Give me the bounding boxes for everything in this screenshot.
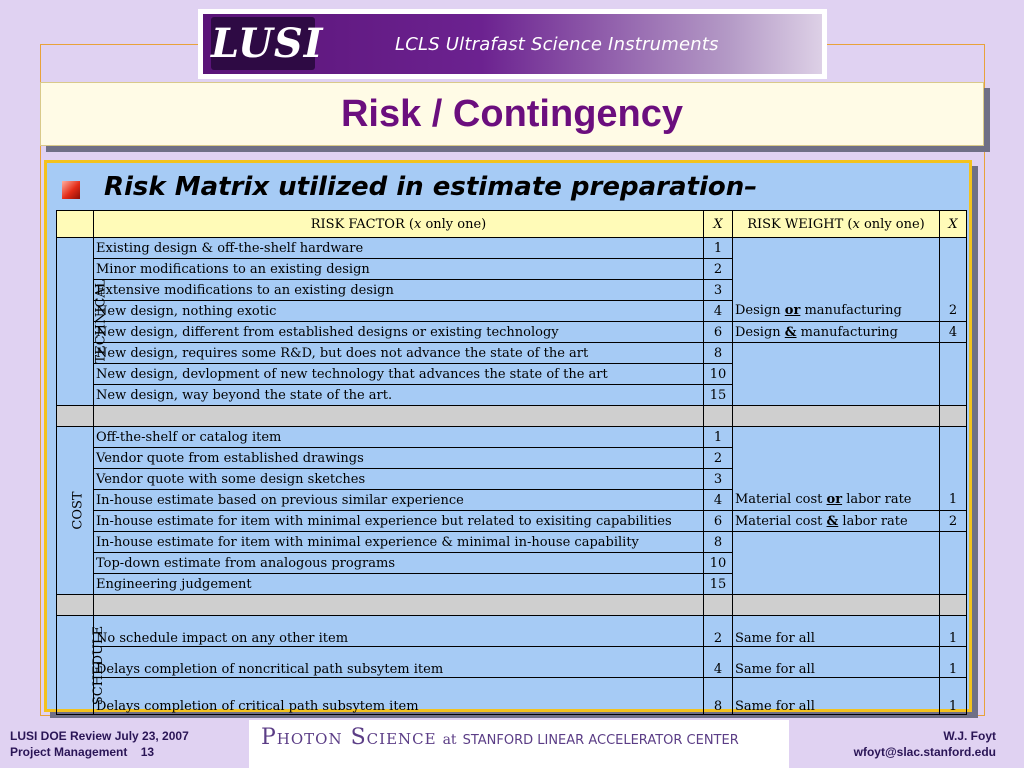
weight-value-empty: [940, 343, 967, 406]
bullet-icon: [62, 181, 80, 199]
risk-matrix-table: [56, 210, 967, 715]
factor-desc: No schedule impact on any other item: [94, 616, 704, 647]
weight-empty: [733, 427, 940, 490]
weight-value-empty: [940, 532, 967, 595]
table-row: [57, 532, 967, 553]
factor-value: 10: [704, 364, 733, 385]
header-x: X: [704, 211, 733, 238]
footer-section: Project Management 13: [10, 745, 155, 759]
factor-desc: Delays completion of critical path subsytem item: [94, 678, 704, 715]
weight-empty: [733, 343, 940, 406]
table-row: [57, 678, 967, 715]
factor-value: 15: [704, 385, 733, 406]
table-header-row: [57, 211, 967, 238]
factor-value: 6: [704, 322, 733, 343]
slide-title: Risk / Contingency: [340, 93, 684, 135]
factor-value: 4: [704, 301, 733, 322]
banner-subtitle: LCLS Ultrafast Science Instruments: [395, 34, 719, 55]
category-cost: COST: [57, 427, 94, 595]
factor-value: 15: [704, 574, 733, 595]
banner-background: [203, 14, 822, 74]
weight-desc: Material cost or labor rate: [733, 490, 940, 511]
footer-right: [854, 728, 996, 760]
factor-desc: Top-down estimate from analogous programs: [94, 553, 704, 574]
table-row: [57, 616, 967, 647]
header-banner: [198, 9, 827, 79]
weight-value: 4: [940, 322, 967, 343]
separator-row: [57, 595, 967, 616]
factor-desc: Vendor quote with some design sketches: [94, 469, 704, 490]
factor-desc: Delays completion of noncritical path subsytem item: [94, 647, 704, 678]
table-row: [57, 427, 967, 448]
weight-desc: Design or manufacturing: [733, 301, 940, 322]
footer-review: LUSI DOE Review July 23, 2007: [10, 729, 189, 743]
factor-desc: In-house estimate based on previous similar experience: [94, 490, 704, 511]
section-subtitle: Risk Matrix utilized in estimate preparation–: [104, 172, 758, 202]
footer-left: [10, 728, 189, 760]
factor-desc: New design, requires some R&D, but does not advance the state of the art: [94, 343, 704, 364]
table-row: [57, 647, 967, 678]
title-box: [40, 82, 984, 146]
factor-desc: New design, way beyond the state of the art.: [94, 385, 704, 406]
factor-value: 4: [704, 647, 733, 678]
factor-value: 8: [704, 532, 733, 553]
category-technical: TECHNICAL: [57, 238, 94, 406]
weight-desc: Same for all: [733, 647, 940, 678]
weight-value-empty: [940, 427, 967, 490]
table-row: [57, 490, 967, 511]
weight-value: 1: [940, 616, 967, 647]
weight-value: 1: [940, 647, 967, 678]
frame-line: [40, 715, 984, 716]
page-number: 13: [140, 745, 155, 759]
factor-value: 3: [704, 469, 733, 490]
table-row: [57, 343, 967, 364]
photon-science-logo: [249, 720, 789, 768]
separator-row: [57, 406, 967, 427]
factor-value: 3: [704, 280, 733, 301]
factor-desc: Minor modifications to an existing design: [94, 259, 704, 280]
weight-value: 2: [940, 511, 967, 532]
factor-desc: Off-the-shelf or catalog item: [94, 427, 704, 448]
factor-desc: Vendor quote from established drawings: [94, 448, 704, 469]
weight-value-empty: [940, 238, 967, 301]
weight-desc: Material cost & labor rate: [733, 511, 940, 532]
table-row: [57, 322, 967, 343]
logo-at-text: at: [442, 732, 457, 748]
frame-line: [984, 44, 985, 716]
logo-org-text: STANFORD LINEAR ACCELERATOR CENTER: [462, 733, 739, 748]
factor-value: 4: [704, 490, 733, 511]
factor-desc: New design, devlopment of new technology that advances the state of the art: [94, 364, 704, 385]
header-x2: X: [940, 211, 967, 238]
weight-empty: [733, 532, 940, 595]
footer-email: wfoyt@slac.stanford.edu: [853, 745, 996, 759]
weight-value: 2: [940, 301, 967, 322]
factor-value: 2: [704, 616, 733, 647]
factor-value: 10: [704, 553, 733, 574]
weight-desc: Same for all: [733, 616, 940, 647]
header-risk-weight: RISK WEIGHT (x only one): [733, 211, 940, 238]
factor-value: 2: [704, 448, 733, 469]
category-schedule: SCHEDULE: [57, 616, 94, 715]
factor-value: 1: [704, 238, 733, 259]
weight-value: 1: [940, 678, 967, 715]
weight-value: 1: [940, 490, 967, 511]
weight-desc: Design & manufacturing: [733, 322, 940, 343]
weight-empty: [733, 238, 940, 301]
factor-desc: Extensive modifications to an existing design: [94, 280, 704, 301]
weight-desc: Same for all: [733, 678, 940, 715]
table-row: [57, 511, 967, 532]
factor-value: 8: [704, 678, 733, 715]
factor-value: 1: [704, 427, 733, 448]
table-row: [57, 238, 967, 259]
factor-desc: In-house estimate for item with minimal experience but related to exisiting capabilities: [94, 511, 704, 532]
factor-value: 8: [704, 343, 733, 364]
factor-desc: Existing design & off-the-shelf hardware: [94, 238, 704, 259]
factor-desc: New design, nothing exotic: [94, 301, 704, 322]
table-row: [57, 301, 967, 322]
factor-desc: Engineering judgement: [94, 574, 704, 595]
content-panel: [44, 160, 972, 712]
factor-desc: In-house estimate for item with minimal experience & minimal in-house capability: [94, 532, 704, 553]
header-risk-factor: RISK FACTOR (x only one): [94, 211, 704, 238]
lusi-logo: LUSI: [211, 17, 315, 70]
factor-value: 2: [704, 259, 733, 280]
header-blank: [57, 211, 94, 238]
factor-desc: New design, different from established designs or existing technology: [94, 322, 704, 343]
factor-value: 6: [704, 511, 733, 532]
footer-author: W.J. Foyt: [943, 729, 996, 743]
logo-main-text: Photon Science: [261, 725, 437, 750]
